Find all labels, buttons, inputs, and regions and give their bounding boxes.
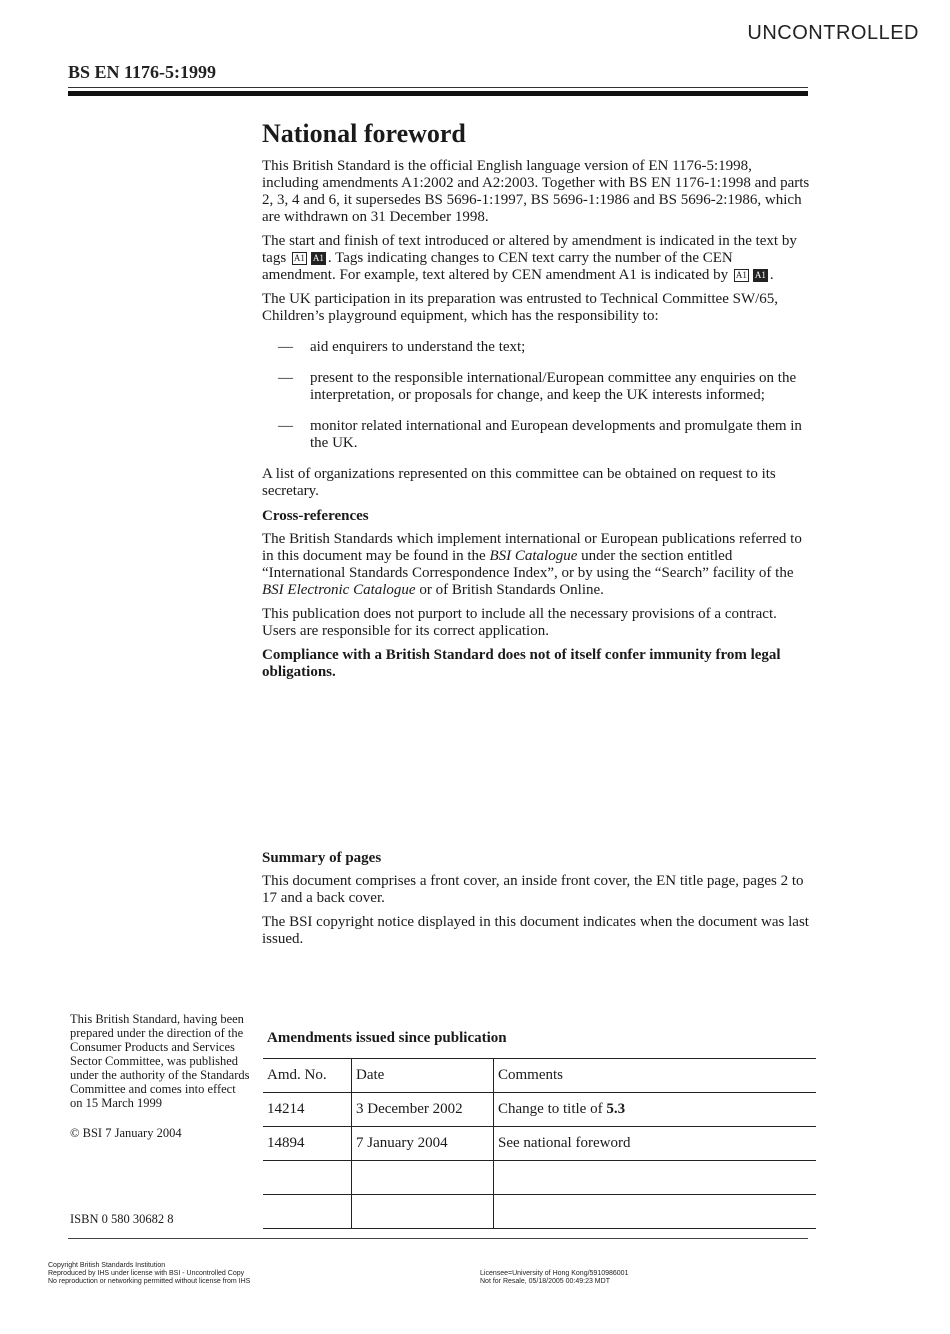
compliance-statement: Compliance with a British Standard does not of itself confer immunity from legal obligations. <box>262 647 781 680</box>
amendments-title: Amendments issued since publication <box>267 1030 507 1046</box>
footer-line: No reproduction or networking permitted without license from IHS <box>48 1278 251 1285</box>
amendment-text-b: . Tags indicating changes to CEN text carry the number of the CEN amendment. For example, text altered by CEN amendment A1 is indicated by <box>262 250 733 283</box>
amendment-tag-close: A1 <box>312 253 324 263</box>
dash-bullet: — <box>278 339 293 355</box>
side-note <box>70 1012 250 1156</box>
header-rule-thin <box>68 87 808 88</box>
amd-no-cell: 14214 <box>263 1093 352 1127</box>
table-row <box>263 1195 816 1229</box>
footer-line: Licensee=University of Hong Kong/5910986001 <box>480 1270 629 1277</box>
date-cell: 3 December 2002 <box>352 1093 494 1127</box>
comment-clause: 5.3 <box>606 1101 626 1117</box>
comment-text: Change to title of <box>498 1101 607 1117</box>
foreword-paragraph-1: This British Standard is the official English language version of EN 1176-5:1998, including amendments A1:2002 and A2:2003. Together with BS EN 1176-1:1998 and parts 2, 3, 4 and 6, it supersedes BS 5696-1:1997, BS 5696-1:1986 and BS 5696-2:1986, which are withdrawn on 31 December 1998. <box>262 158 810 225</box>
footer-line: Reproduced by IHS under license with BSI - Uncontrolled Copy <box>48 1270 245 1277</box>
summary-of-pages <box>262 850 810 955</box>
list-item <box>262 370 810 404</box>
comments-cell <box>494 1093 817 1127</box>
empty-cell <box>352 1161 494 1195</box>
footer-licensee <box>480 1270 628 1286</box>
amendments-table <box>263 1058 816 1229</box>
footer-line: Not for Resale, 05/18/2005 00:49:23 MDT <box>480 1278 610 1285</box>
list-item <box>262 339 810 356</box>
amendment-tag-close-example: A1 <box>754 270 766 280</box>
list-item <box>262 418 810 452</box>
column-header-amd-no: Amd. No. <box>263 1059 352 1093</box>
footer-copyright <box>48 1262 250 1286</box>
summary-heading: Summary of pages <box>262 850 382 866</box>
foreword-paragraph-2 <box>262 233 810 284</box>
header-rule-thick <box>68 91 808 96</box>
amendment-text-a: The start and finish of text introduced or altered by amendment is indicated in the text by tags <box>262 233 797 266</box>
isbn: ISBN 0 580 30682 8 <box>70 1212 174 1226</box>
empty-cell <box>494 1161 817 1195</box>
uncontrolled-stamp: UNCONTROLLED <box>747 22 919 44</box>
table-header-row <box>263 1059 816 1093</box>
summary-paragraph-1: This document comprises a front cover, an inside front cover, the EN title page, pages 2 to 17 and a back cover. <box>262 873 804 906</box>
empty-cell <box>352 1195 494 1229</box>
bsi-catalogue-title: BSI Catalogue <box>489 548 578 564</box>
dash-bullet: — <box>278 370 293 386</box>
table-row <box>263 1093 816 1127</box>
dash-bullet: — <box>278 418 293 434</box>
foreword-paragraph-3: The UK participation in its preparation was entrusted to Technical Committee SW/65, Children’s playground equipment, which has the responsibility to: <box>262 291 779 324</box>
publication-note: This British Standard, having been prepared under the direction of the Consumer Products and Services Sector Committee, was published under the authority of the Standards Committee and comes into effect on 15 March 1999 <box>70 1012 250 1110</box>
table-row <box>263 1127 816 1161</box>
crossref-text-a: The British Standards which implement international or European publications referred to in this document may be found in the <box>262 531 802 564</box>
list-item-text: present to the responsible international/European committee any enquiries on the interpretation, or proposals for change, and keep the UK interests informed; <box>310 370 797 403</box>
crossref-text-c: or of British Standards Online. <box>419 582 604 598</box>
empty-cell <box>263 1161 352 1195</box>
amd-no-cell: 14894 <box>263 1127 352 1161</box>
list-item-text: monitor related international and European developments and promulgate them in the UK. <box>310 418 802 451</box>
responsibility-list <box>262 339 810 452</box>
crossref-text-b: under the section entitled “International Standards Correspondence Index”, or by using the “Search” facility of the <box>262 548 794 581</box>
bsi-electronic-catalogue-title: BSI Electronic Catalogue <box>262 582 416 598</box>
foreword-paragraph-5: This publication does not purport to include all the necessary provisions of a contract. Users are responsible for its correct application. <box>262 606 777 639</box>
national-foreword <box>262 118 810 688</box>
amendment-tag-open-example: A1 <box>735 270 747 280</box>
foreword-paragraph-4: A list of organizations represented on this committee can be obtained on request to its secretary. <box>262 466 776 499</box>
summary-paragraph-2: The BSI copyright notice displayed in this document indicates when the document was last issued. <box>262 914 809 947</box>
amendment-tag-open: A1 <box>293 253 305 263</box>
crossref-heading: Cross-references <box>262 508 369 524</box>
date-cell: 7 January 2004 <box>352 1127 494 1161</box>
empty-cell <box>494 1195 817 1229</box>
comment-text: See national foreword <box>498 1135 631 1151</box>
table-row <box>263 1161 816 1195</box>
page-title: National foreword <box>262 119 466 148</box>
amendment-text-c: . <box>769 267 774 283</box>
column-header-date: Date <box>352 1059 494 1093</box>
document-id: BS EN 1176-5:1999 <box>68 62 217 82</box>
empty-cell <box>263 1195 352 1229</box>
footer-line: Copyright British Standards Institution <box>48 1262 166 1269</box>
footer-rule <box>68 1238 808 1239</box>
copyright-date: © BSI 7 January 2004 <box>70 1126 182 1140</box>
crossref-paragraph <box>262 531 810 599</box>
column-header-comments: Comments <box>494 1059 817 1093</box>
comments-cell <box>494 1127 817 1161</box>
list-item-text: aid enquirers to understand the text; <box>310 339 526 355</box>
